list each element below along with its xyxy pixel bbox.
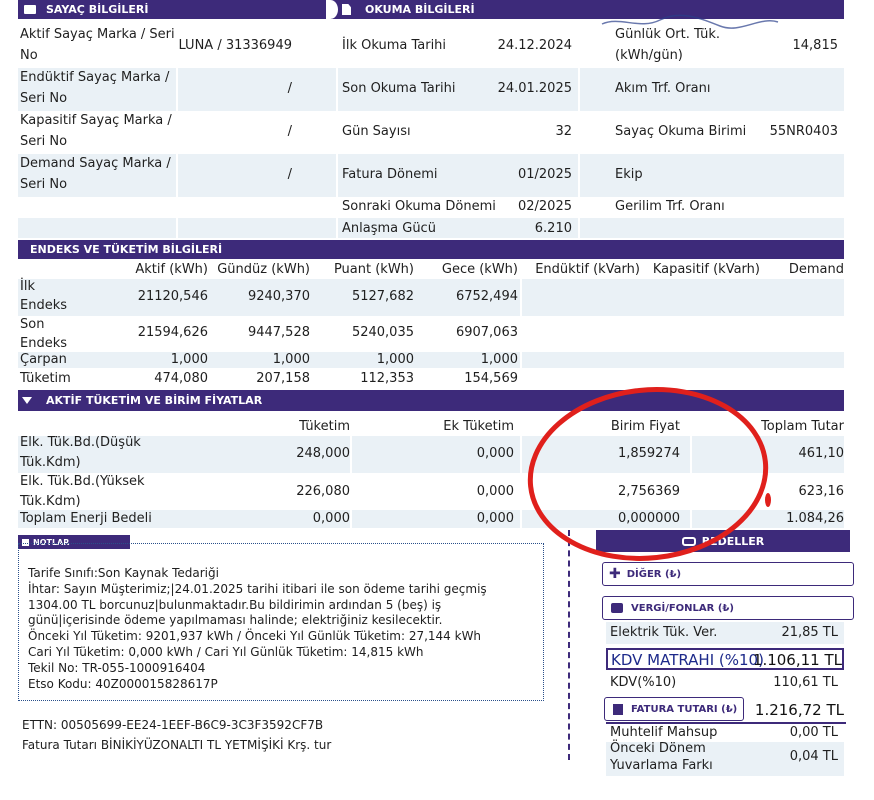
anlasma-gucu-label: Anlaşma Gücü <box>342 221 436 236</box>
kdv-matrahi-label: KDV MATRAHI (%10) <box>611 651 764 669</box>
endeks-cell: 1,000 <box>170 352 208 367</box>
mahsup-value: 0,00 TL <box>789 725 838 740</box>
endeks-cell: 1,000 <box>376 352 414 367</box>
ilk-endeks-label: İlk Endeks <box>20 279 68 313</box>
aktif-header-label: AKTİF TÜKETİM VE BİRİM FİYATLAR <box>46 394 263 407</box>
col-kapasitif: Kapasitif (kVarh) <box>652 262 760 277</box>
note-line: 1304.00 TL borcunuz|bulunmaktadır.Bu bildirimin ardından 5 (beş) iş <box>28 597 442 612</box>
red-circle-annotation <box>500 380 790 570</box>
aktif-cell: 0,000 <box>312 511 350 526</box>
col-toplam-tutar: Toplam Tutar <box>761 419 844 434</box>
kapasitif-sayac-value: / <box>287 124 292 139</box>
ekip-label: Ekip <box>615 167 643 182</box>
aktif-cell: 461,10 <box>798 446 844 461</box>
vergi-label: VERGİ/FONLAR (₺) <box>631 602 734 614</box>
red-dot <box>765 493 771 507</box>
demand-sayac-value: / <box>287 167 292 182</box>
notlar-header-label: NOTLAR <box>33 537 70 547</box>
elektrik-tuk-value: 21,85 TL <box>781 625 838 640</box>
notes-text <box>28 566 487 692</box>
okuma-header-wrap <box>342 0 542 19</box>
endeks-cell: 154,569 <box>464 371 518 386</box>
red-ellipse <box>522 380 774 570</box>
sonraki-okuma-value: 02/2025 <box>517 199 572 214</box>
akim-trf-label: Akım Trf. Oranı <box>615 81 711 96</box>
dusuk-kademe-label: Elk. Tük.Bd.(Düşük Tük.Kdm) <box>20 435 141 470</box>
sonraki-okuma-label: Sonraki Okuma Dönemi <box>342 199 496 214</box>
scribble-path <box>602 15 778 28</box>
endeks-cell: 1,000 <box>480 352 518 367</box>
enduktif-sayac-label: Endüktif Sayaç Marka / Seri No <box>20 70 170 106</box>
yuksek-kademe-label: Elk. Tük.Bd.(Yüksek Tük.Kdm) <box>20 474 145 509</box>
kdv-matrahi-value: 1.106,11 TL <box>752 651 842 669</box>
divider <box>350 436 352 528</box>
aktif-cell: 1,859274 <box>617 446 680 461</box>
ettn: ETTN: 00505699-EE24-1EEF-B6C9-3C3F3592CF7B <box>22 718 324 732</box>
note-line: Etso Kodu: 40Z000015828617P <box>28 676 218 691</box>
divider <box>336 24 338 238</box>
divider <box>578 24 580 238</box>
aktif-cell: 0,000 <box>476 511 514 526</box>
endeks-header <box>18 240 844 259</box>
aktif-cell: 226,080 <box>296 484 350 499</box>
kdv-value: 110,61 TL <box>773 675 838 690</box>
fatura-tutari-pill <box>604 697 744 721</box>
fatura-donemi-value: 01/2025 <box>517 167 572 182</box>
aktif-cell: 623,16 <box>798 484 844 499</box>
endeks-cell: 1,000 <box>272 352 310 367</box>
vergi-pill[interactable] <box>602 596 854 620</box>
anlasma-gucu-value: 6.210 <box>534 221 572 236</box>
endeks-cell: 9447,528 <box>247 325 310 340</box>
endeks-cell: 6752,494 <box>455 289 518 304</box>
enduktif-sayac-value: / <box>287 81 292 96</box>
endeks-cell: 6907,063 <box>455 325 518 340</box>
sayac-header: SAYAÇ BİLGİLERİ <box>46 3 149 16</box>
aktif-cell: 0,000 <box>476 446 514 461</box>
demand-sayac-label: Demand Sayaç Marka / Seri No <box>20 156 171 192</box>
invoice-icon <box>613 704 623 715</box>
aktif-cell: 0,000 <box>476 484 514 499</box>
okuma-header: OKUMA BİLGİLERİ <box>365 3 475 16</box>
endeks-cell: 207,158 <box>256 371 310 386</box>
gun-sayisi-value: 32 <box>555 124 572 139</box>
plus-icon: ✚ <box>609 566 621 582</box>
divider <box>520 279 522 389</box>
briefcase-icon <box>611 603 623 613</box>
fatura-yazi: Fatura Tutarı BİNİKİYÜZONALTI TL YETMİŞİKİ Krş. tur <box>22 738 332 752</box>
kdv-label: KDV(%10) <box>610 675 677 690</box>
document-icon <box>342 4 351 15</box>
col-gece: Gece (kWh) <box>441 262 518 277</box>
aktif-sayac-label: Aktif Sayaç Marka / Seri No <box>20 27 175 63</box>
endeks-cell: 474,080 <box>154 371 208 386</box>
folder-icon <box>24 5 36 14</box>
col-birim-fiyat: Birim Fiyat <box>610 419 680 434</box>
note-line: Önceki Yıl Tüketim: 9201,937 kWh / Önceki Yıl Günlük Tüketim: 27,144 kWh <box>28 629 482 644</box>
col-aktif: Aktif (kWh) <box>135 262 208 277</box>
gerilim-trf-label: Gerilim Trf. Oranı <box>615 199 725 214</box>
note-line: Tekil No: TR-055-1000916404 <box>28 660 206 675</box>
fatura-tutari-label: FATURA TUTARI (₺) <box>631 703 738 715</box>
carpan-label: Çarpan <box>20 352 67 367</box>
son-okuma-label: Son Okuma Tarihi <box>342 81 456 96</box>
aktif-sayac-value: LUNA / 31336949 <box>178 38 292 53</box>
endeks-cell: 21120,546 <box>137 289 208 304</box>
gun-sayisi-label: Gün Sayısı <box>342 124 411 139</box>
yuvarlama-value: 0,04 TL <box>789 749 838 764</box>
sayac-okuma-birimi-label: Sayaç Okuma Birimi <box>615 124 747 139</box>
endeks-cell: 5127,682 <box>351 289 414 304</box>
fatura-donemi-label: Fatura Dönemi <box>342 167 438 182</box>
endeks-cell: 5240,035 <box>351 325 414 340</box>
col-ek-tuketim: Ek Tüketim <box>443 419 514 434</box>
kapasitif-sayac-label: Kapasitif Sayaç Marka / Seri No <box>20 113 172 149</box>
ilk-okuma-value: 24.12.2024 <box>497 38 572 53</box>
aktif-cell: 2,756369 <box>617 484 680 499</box>
toplam-enerji-label: Toplam Enerji Bedeli <box>20 511 152 526</box>
col-gunduz: Gündüz (kWh) <box>217 262 310 277</box>
note-line: Tarife Sınıfı:Son Kaynak Tedariği <box>28 566 219 580</box>
endeks-header-label: ENDEKS VE TÜKETİM BİLGİLERİ <box>30 243 223 256</box>
fatura-tutari-value: 1.216,72 TL <box>754 701 844 719</box>
note-line: günü|içerisinde ödeme yapılmaması halinde; elektriğiniz kesilecektir. <box>28 613 443 628</box>
note-line: İhtar: Sayın Müşterimiz;|24.01.2025 tarihi itibari ile son ödeme tarihi geçmiş <box>28 581 487 596</box>
col-enduktif: Endüktif (kVarh) <box>535 262 640 277</box>
son-endeks-label: Son Endeks <box>20 317 68 351</box>
aktif-cell: 0,000000 <box>617 511 680 526</box>
ilk-okuma-label: İlk Okuma Tarihi <box>342 38 447 53</box>
elektrik-tuk-label: Elektrik Tük. Ver. <box>610 625 718 640</box>
arrow-down-icon <box>22 397 32 404</box>
tuketim-label: Tüketim <box>20 371 71 386</box>
endeks-cell: 21594,626 <box>137 325 208 340</box>
signature-scribble <box>600 12 780 42</box>
aktif-cell: 248,000 <box>296 446 350 461</box>
son-okuma-value: 24.01.2025 <box>497 81 572 96</box>
bedeller-header-label: BEDELLER <box>701 534 765 548</box>
endeks-cell: 9240,370 <box>247 289 310 304</box>
col-tuketim: Tüketim <box>299 419 350 434</box>
note-line: Cari Yıl Tüketim: 0,000 kWh / Cari Yıl Günlük Tüketim: 14,815 kWh <box>28 644 424 659</box>
gunluk-ort-label: Günlük Ort. Tük. (kWh/gün) <box>615 27 721 63</box>
gunluk-ort-value: 14,815 <box>792 38 838 53</box>
sayac-okuma-birimi-value: 55NR0403 <box>769 124 838 139</box>
endeks-cell: 112,353 <box>360 371 414 386</box>
mahsup-label: Muhtelif Mahsup <box>610 725 718 740</box>
col-demand: Demand <box>788 262 844 277</box>
col-puant: Puant (kWh) <box>333 262 414 277</box>
aktif-cell: 1.084,26 <box>786 511 844 526</box>
yuvarlama-label: Önceki Dönem Yuvarlama Farkı <box>610 741 713 773</box>
diger-label: DİĞER (₺) <box>626 568 682 580</box>
